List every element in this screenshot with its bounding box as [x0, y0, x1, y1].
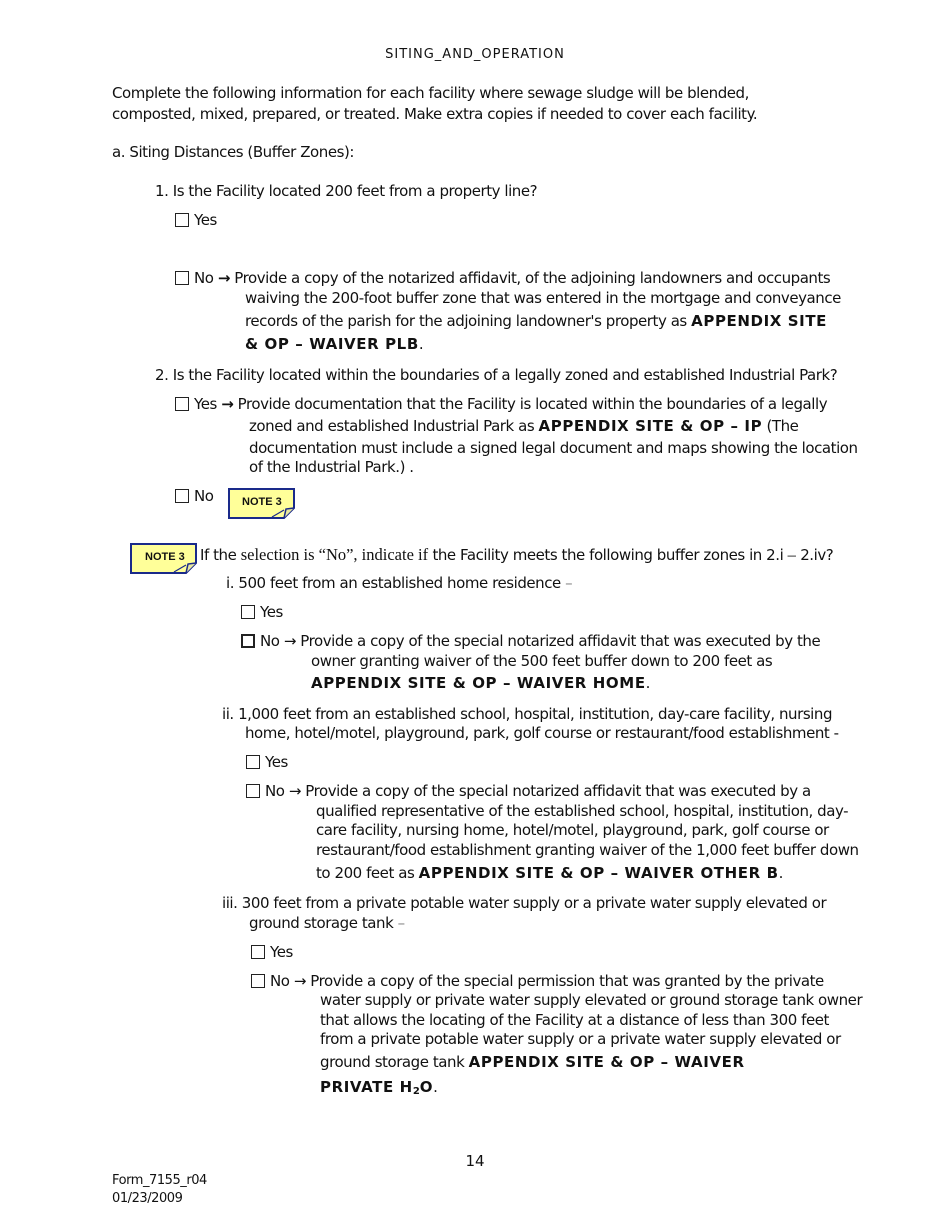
- q1-yes-option[interactable]: [175, 211, 217, 229]
- iii-no-text-2: water supply or private water supply elevated or ground storage tank owner: [320, 991, 863, 1009]
- q2-yes-text-3: documentation must include a signed legal document and maps showing the location: [249, 439, 858, 457]
- i-no-text-2: owner granting waiver of the 500 feet buffer down to 200 feet as: [311, 652, 773, 670]
- ii-appendix-line: [316, 864, 783, 882]
- iii-question-2-line: [249, 914, 405, 932]
- note-3-text: [200, 545, 833, 565]
- q2-no-checkbox[interactable]: [175, 489, 189, 503]
- q2-yes-text-2-line: [249, 417, 798, 435]
- q1-yes-label: Yes: [194, 211, 217, 229]
- i-period: .: [645, 674, 650, 692]
- arrow-icon: →: [217, 269, 230, 287]
- q2-yes-text-4: of the Industrial Park.) .: [249, 458, 414, 476]
- ii-appendix: APPENDIX SITE & OP – WAIVER OTHER B: [418, 864, 779, 882]
- ii-no-text-1: Provide a copy of the special notarized affidavit that was executed by a: [305, 782, 811, 800]
- intro-text: [112, 83, 832, 125]
- ii-yes-option[interactable]: [246, 753, 288, 771]
- q1-no-text-3-line: [245, 312, 827, 330]
- note-3-text-d: 2.iv?: [800, 546, 834, 564]
- q1-question: 1. Is the Facility located 200 feet from a property line?: [155, 182, 538, 200]
- i-yes-option[interactable]: [241, 603, 283, 621]
- q2-yes-text-2a: zoned and established Industrial Park as: [249, 417, 535, 435]
- iii-appendix-2b: O: [419, 1078, 434, 1096]
- note-3-label-q2: NOTE 3: [242, 496, 282, 508]
- ii-question-1: ii. 1,000 feet from an established school, hospital, institution, day-care facility, nursing: [222, 705, 833, 723]
- q1-no-label: No: [194, 269, 214, 287]
- iii-appendix-2-sub: 2: [412, 1086, 420, 1097]
- q2-yes-text-1: Provide documentation that the Facility is located within the boundaries of a legally: [237, 395, 828, 413]
- note-3-text-c: the Facility meets the following buffer zones in 2.i: [432, 546, 784, 564]
- i-yes-checkbox[interactable]: [241, 605, 255, 619]
- intro-line-1: Complete the following information for each facility where sewage sludge will be blended,: [112, 84, 749, 102]
- ii-yes-label: Yes: [265, 753, 288, 771]
- note-3-badge[interactable]: [130, 543, 196, 573]
- q2-yes-label: Yes: [194, 395, 217, 413]
- q2-no-option[interactable]: [175, 487, 214, 505]
- iii-no-label: No: [270, 972, 290, 990]
- ii-period: .: [778, 864, 783, 882]
- iii-question-1: iii. 300 feet from a private potable water supply or a private water supply elevated or: [222, 894, 827, 912]
- q2-no-label: No: [194, 487, 214, 505]
- arrow-icon: →: [221, 395, 234, 413]
- q1-no-checkbox[interactable]: [175, 271, 189, 285]
- i-appendix-line: [311, 674, 650, 692]
- page-header: SITING_AND_OPERATION: [385, 47, 565, 62]
- i-question-line: [226, 574, 572, 592]
- q2-yes-text-2b: (The: [766, 417, 799, 435]
- ii-no-text-2: qualified representative of the established school, hospital, institution, day-: [316, 802, 849, 820]
- iii-appendix-line-1: [320, 1053, 745, 1071]
- q2-yes-option[interactable]: [175, 395, 827, 413]
- arrow-icon: →: [288, 782, 301, 800]
- q1-appendix-2: & OP – WAIVER PLB: [245, 335, 419, 353]
- note-3-badge-q2[interactable]: [228, 488, 294, 518]
- ii-no-text-3: care facility, nursing home, hotel/motel, playground, park, golf course or: [316, 821, 829, 839]
- iii-yes-checkbox[interactable]: [251, 945, 265, 959]
- section-a-heading: a. Siting Distances (Buffer Zones):: [112, 143, 354, 161]
- iii-dash: –: [397, 914, 405, 932]
- iii-period: .: [433, 1078, 438, 1096]
- iii-no-text-5: ground storage tank: [320, 1053, 465, 1071]
- i-no-label: No: [260, 632, 280, 650]
- iii-no-text-1: Provide a copy of the special permission that was granted by the private: [310, 972, 824, 990]
- q1-no-option[interactable]: [175, 269, 830, 287]
- ii-question-2: home, hotel/motel, playground, park, golf course or restaurant/food establishment -: [245, 724, 839, 742]
- page-number: 14: [465, 1152, 485, 1170]
- arrow-icon: →: [283, 632, 296, 650]
- iii-no-text-4: from a private potable water supply or a private water supply elevated or: [320, 1030, 841, 1048]
- note-3-dash: –: [787, 545, 796, 564]
- ii-no-option[interactable]: [246, 782, 811, 800]
- iii-yes-label: Yes: [270, 943, 293, 961]
- ii-no-text-5: to 200 feet as: [316, 864, 415, 882]
- iii-no-checkbox[interactable]: [251, 974, 265, 988]
- note-3-text-a: If the: [200, 546, 237, 564]
- arrow-icon: →: [293, 972, 306, 990]
- ii-no-text-4: restaurant/food establishment granting waiver of the 1,000 feet buffer down: [316, 841, 859, 859]
- footer-date: 01/23/2009: [112, 1191, 183, 1206]
- iii-question-2: ground storage tank: [249, 914, 394, 932]
- ii-yes-checkbox[interactable]: [246, 755, 260, 769]
- q2-appendix: APPENDIX SITE & OP – IP: [538, 417, 763, 435]
- i-dash: –: [565, 574, 573, 592]
- q1-appendix-line-2: [245, 335, 423, 353]
- note-3-text-b: selection is “No”, indicate if: [240, 545, 429, 564]
- q1-no-text-2: waiving the 200-foot buffer zone that was entered in the mortgage and conveyance: [245, 289, 841, 307]
- iii-appendix-line-2: [320, 1078, 437, 1097]
- q1-period: .: [418, 335, 424, 353]
- ii-no-checkbox[interactable]: [246, 784, 260, 798]
- intro-line-2: composted, mixed, prepared, or treated. Make extra copies if needed to cover each facility.: [112, 105, 758, 123]
- iii-appendix-1: APPENDIX SITE & OP – WAIVER: [468, 1053, 745, 1071]
- i-no-option[interactable]: [241, 632, 820, 650]
- q1-yes-checkbox[interactable]: [175, 213, 189, 227]
- footer-form: Form_7155_r04: [112, 1173, 207, 1188]
- ii-no-label: No: [265, 782, 285, 800]
- i-appendix: APPENDIX SITE & OP – WAIVER HOME: [311, 674, 646, 692]
- i-no-text-1: Provide a copy of the special notarized affidavit that was executed by the: [300, 632, 821, 650]
- q2-question: 2. Is the Facility located within the boundaries of a legally zoned and established Industrial Park?: [155, 366, 838, 384]
- i-no-checkbox[interactable]: [241, 634, 255, 648]
- q1-appendix-1: APPENDIX SITE: [691, 312, 828, 330]
- i-question: i. 500 feet from an established home residence: [226, 574, 561, 592]
- iii-appendix-2a: PRIVATE H: [320, 1078, 413, 1096]
- q1-no-text-3: records of the parish for the adjoining landowner's property as: [245, 312, 687, 330]
- iii-no-option[interactable]: [251, 972, 824, 990]
- footer: [112, 1172, 207, 1208]
- i-yes-label: Yes: [260, 603, 283, 621]
- iii-no-text-3: that allows the locating of the Facility at a distance of less than 300 feet: [320, 1011, 829, 1029]
- note-3-label: NOTE 3: [145, 551, 185, 563]
- iii-yes-option[interactable]: [251, 943, 293, 961]
- q2-yes-checkbox[interactable]: [175, 397, 189, 411]
- q1-no-text-1: Provide a copy of the notarized affidavit, of the adjoining landowners and occupants: [234, 269, 831, 287]
